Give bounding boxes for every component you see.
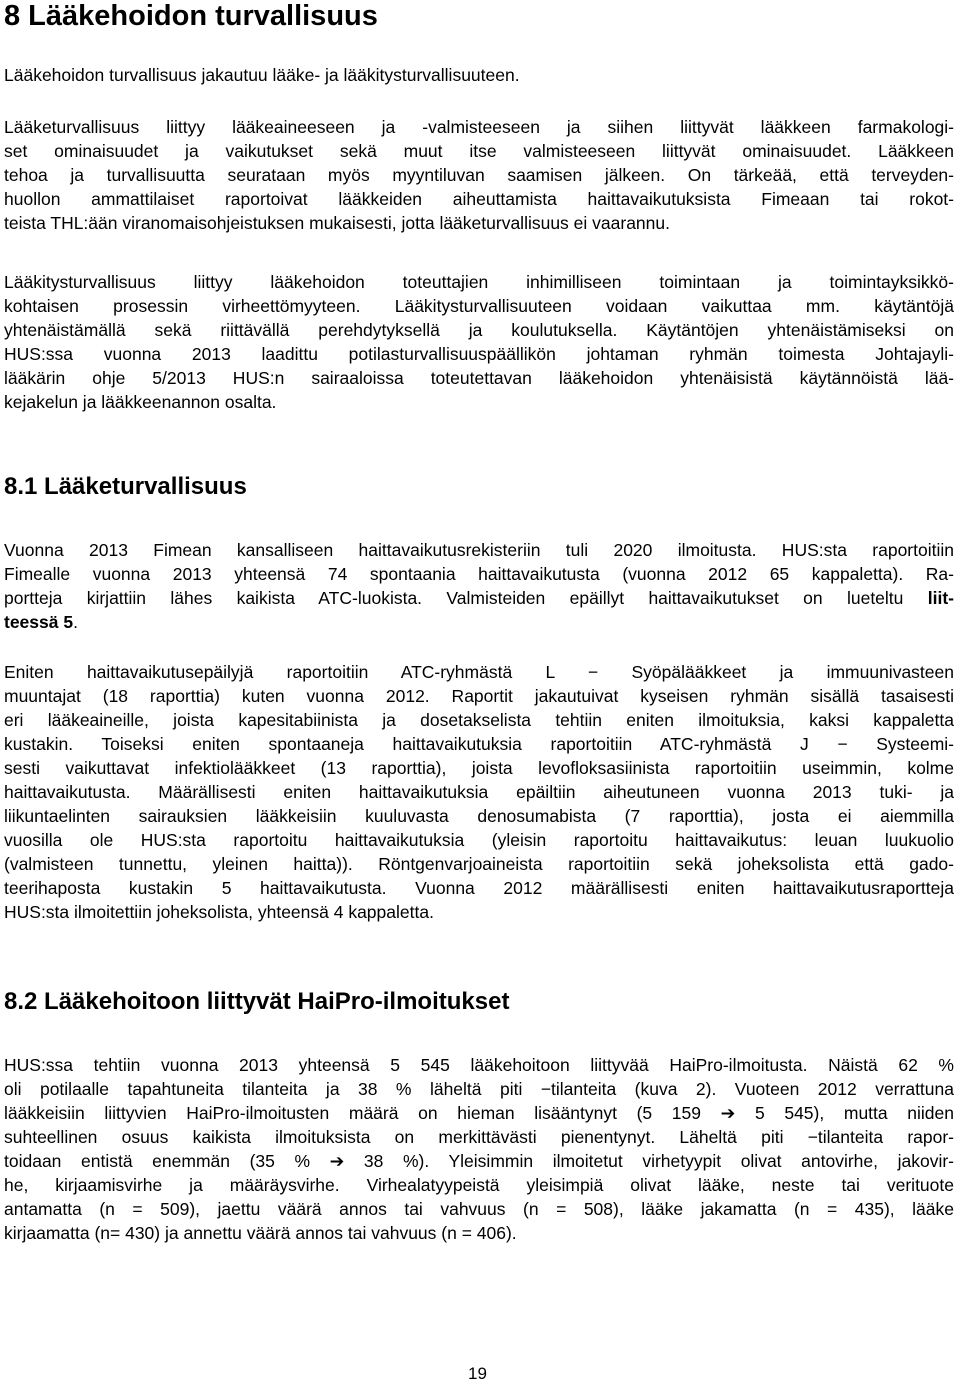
text-line: he, kirjaamisvirhe ja määräysvirhe. Virhealatyypeistä yleisimpiä olivat lääke, neste tai verituote	[4, 1175, 954, 1195]
text-line: huollon ammattilaiset raportoivat lääkkeiden aiheuttamista haittavaikutuksista Fimeaan tai rokot-	[4, 189, 954, 209]
table-reference-cont: teessä 5	[4, 612, 74, 632]
text-line: HUS:sta ilmoitettiin joheksolista, yhteensä 4 kappaletta.	[4, 902, 434, 922]
text-line: Lääkitysturvallisuus liittyy lääkehoidon toteuttajien inhimilliseen toimintaan ja toimintayksikkö-	[4, 272, 954, 292]
intro-paragraph	[4, 63, 954, 87]
paragraph-haittavaikutukset	[4, 538, 954, 634]
chapter-title: 8 Lääkehoidon turvallisuus	[4, 0, 378, 32]
text-line: kirjaamatta (n= 430) ja annettu väärä annos tai vahvuus (n = 406).	[4, 1223, 517, 1243]
text-line: kohtaisen prosessin virheettömyyteen. Lääkitysturvallisuuteen voidaan vaikuttaa mm. käytäntöjä	[4, 296, 954, 316]
text-line: (valmisteen tunnettu, yleinen haitta)). Röntgenvarjoaineista raportoitiin sekä joheksolista että gado-	[4, 854, 954, 874]
text-line: teista THL:ään viranomaisohjeistuksen mukaisesti, jotta lääketurvallisuus ei vaarannu.	[4, 213, 670, 233]
text-line: lääkkeisiin liittyvien HaiPro-ilmoitusten määrä on hieman lisääntynyt (5 159 ➔ 5 545), mutta niiden	[4, 1103, 954, 1123]
text-line: sesti vaikuttavat infektiolääkkeet (13 raporttia), joista levofloksasiinista raportoitiin useimmin, kolme	[4, 758, 954, 778]
section-title-8-2: 8.2 Lääkehoitoon liittyvät HaiPro-ilmoitukset	[4, 988, 510, 1015]
text-line: tehoa ja turvallisuutta seurataan myös myyntiluvan saamisen jälkeen. On tärkeää, että terveyden-	[4, 165, 954, 185]
text-line: Fimealle vuonna 2013 yhteensä 74 spontaania haittavaikutusta (vuonna 2012 65 kappaletta). Ra-	[4, 564, 954, 584]
text-line: suhteellinen osuus kaikista ilmoituksista on merkittävästi pienentynyt. Läheltä piti −tilanteita rapor-	[4, 1127, 954, 1147]
text-run: portteja kirjattiin lähes kaikista ATC-luokista. Valmisteiden epäillyt haittavaikutukset on lueteltu	[4, 588, 928, 608]
text-line: oli potilaalle tapahtuneita tilanteita ja 38 % läheltä piti −tilanteita (kuva 2). Vuoteen 2012 verrattuna	[4, 1079, 954, 1099]
text-line: lääkärin ohje 5/2013 HUS:n sairaaloissa toteutettavan lääkehoidon yhtenäisistä käytännöistä lää-	[4, 368, 954, 388]
text-line: HUS:ssa vuonna 2013 laadittu potilasturvallisuuspäällikön johtaman ryhmän toimesta Johtajayli-	[4, 344, 954, 364]
text-line: yhtenäistämällä sekä riittävällä perehdytyksellä ja koulutuksella. Käytäntöjen yhtenäistämiseksi on	[4, 320, 954, 340]
paragraph-atc-ryhmat	[4, 660, 954, 924]
table-reference: liit-	[927, 588, 954, 608]
text-line	[4, 586, 954, 610]
text-line: Lääketurvallisuus liittyy lääkeaineeseen ja -valmisteeseen ja siihen liittyvät lääkkeen farmakologi-	[4, 117, 954, 137]
text-line: vuosilla ole HUS:sta raportoitu haittavaikutuksia (yleisin raportoitu haittavaikutus: leuan luukuolio	[4, 830, 954, 850]
text-line: toidaan entistä enemmän (35 % ➔ 38 %). Yleisimmin ilmoitetut virhetyypit olivat antovirhe, jakovir-	[4, 1151, 954, 1171]
text-line: HUS:ssa tehtiin vuonna 2013 yhteensä 5 545 lääkehoitoon liittyvää HaiPro-ilmoitusta. Näistä 62 %	[4, 1055, 954, 1075]
text-line: Eniten haittavaikutusepäilyjä raportoitiin ATC-ryhmästä L − Syöpälääkkeet ja immuunivasteen	[4, 662, 954, 682]
text-line: set ominaisuudet ja vaikutukset sekä muut itse valmisteeseen liittyvät ominaisuudet. Lääkkeen	[4, 141, 954, 161]
text-line: haittavaikutusta. Määrällisesti eniten haittavaikutuksia epäiltiin aiheutuneen vuonna 2013 tuki- ja	[4, 782, 954, 802]
page-number: 19	[468, 1364, 487, 1383]
paragraph-lääkitysturvallisuus	[4, 270, 954, 414]
text-line: kustakin. Toiseksi eniten spontaaneja haittavaikutuksia raportoitiin ATC-ryhmästä J − Systeemi-	[4, 734, 954, 754]
text-run: .	[73, 612, 78, 632]
section-title-8-1: 8.1 Lääketurvallisuus	[4, 473, 247, 500]
text-line: muuntajat (18 raporttia) kuten vuonna 2012. Raportit jakautuivat kyseisen ryhmän sisällä tasaisesti	[4, 686, 954, 706]
text-line: Lääkehoidon turvallisuus jakautuu lääke- ja lääkitysturvallisuuteen.	[4, 65, 520, 85]
paragraph-lääketurvallisuus-intro	[4, 115, 954, 235]
text-line: liikuntaelinten sairauksien lääkkeisiin kuuluvasta denosumabista (7 raporttia), josta ei aiemmilla	[4, 806, 954, 826]
paragraph-haipro	[4, 1053, 954, 1245]
text-line: kejakelun ja lääkkeenannon osalta.	[4, 392, 277, 412]
text-line: Vuonna 2013 Fimean kansalliseen haittavaikutusrekisteriin tuli 2020 ilmoitusta. HUS:sta raportoitiin	[4, 540, 954, 560]
text-line	[4, 610, 954, 634]
text-line: teerihaposta kustakin 5 haittavaikutusta. Vuonna 2012 määrällisesti eniten haittavaikutusraportteja	[4, 878, 954, 898]
text-line: eri lääkeaineille, joista kapesitabiinista ja dosetakselista tehtiin eniten ilmoituksia, kaksi kappaletta	[4, 710, 954, 730]
text-line: antamatta (n = 509), jaettu väärä annos tai vahvuus (n = 508), lääke jakamatta (n = 435), lääke	[4, 1199, 954, 1219]
